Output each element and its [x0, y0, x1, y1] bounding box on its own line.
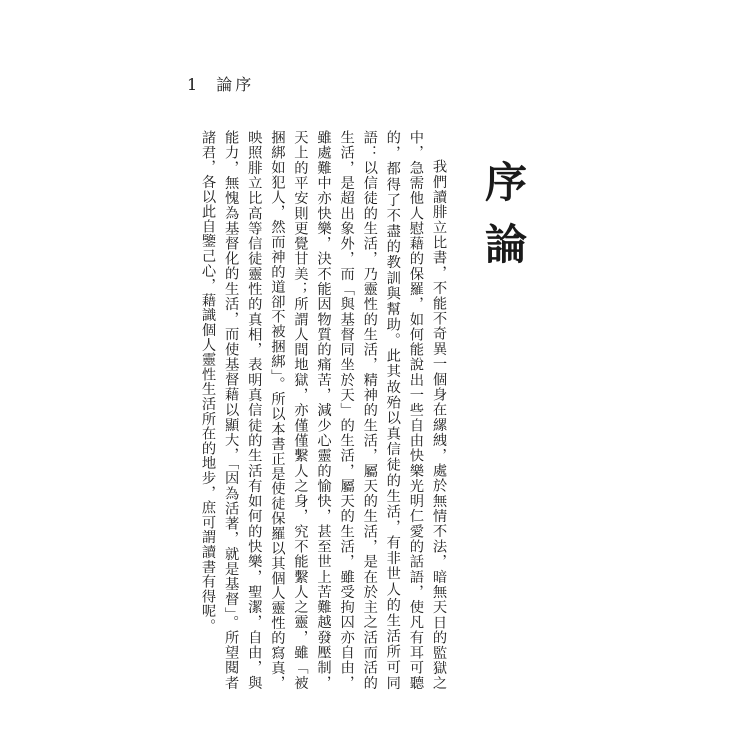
body-text	[196, 130, 450, 690]
page-number: 1	[187, 75, 201, 94]
running-header	[187, 72, 254, 95]
running-title: 論序	[216, 75, 255, 94]
chapter-title: 序論	[479, 160, 528, 284]
paragraph: 我們讀腓立比書，不能不奇異一個身在縲絏，處於無情不法，暗無天日的監獄之中，急需他人慰藉的保羅，如何能說出一些自由快樂光明仁愛的話語，使凡有耳可聽的，都得了不盡的教訓與幫助。此其故殆以真信徒的生活，有非世人的生活所可同語：以信徒的生活，乃靈性的生活，精神的生活，屬天的生活，是在於主之活而活的生活，是超出象外，而「與基督同坐於天」的生活，屬天的生活，雖受拘囚亦自由，雖處難中亦快樂，決不能因物質的痛苦，減少心靈的愉快，甚至世上苦難越發壓制，天上的平安則更覺甘美；所謂人間地獄，亦僅僅繫人之身，究不能繫人之靈，雖「被捆綁如犯人，然而神的道卻不被捆綁」。所以本書正是使徒保羅以其個人靈性的寫真，映照腓立比高等信徒靈性的真相，表明真信徒的生活有如何的快樂，聖潔，自由，與能力，無愧為基督化的生活，而使基督藉以顯大，「因為活著，就是基督」。所望閱者諸君，各以此自鑒己心，藉識個人靈性生活所在的地步，庶可謂讀書有得呢。	[200, 130, 447, 690]
